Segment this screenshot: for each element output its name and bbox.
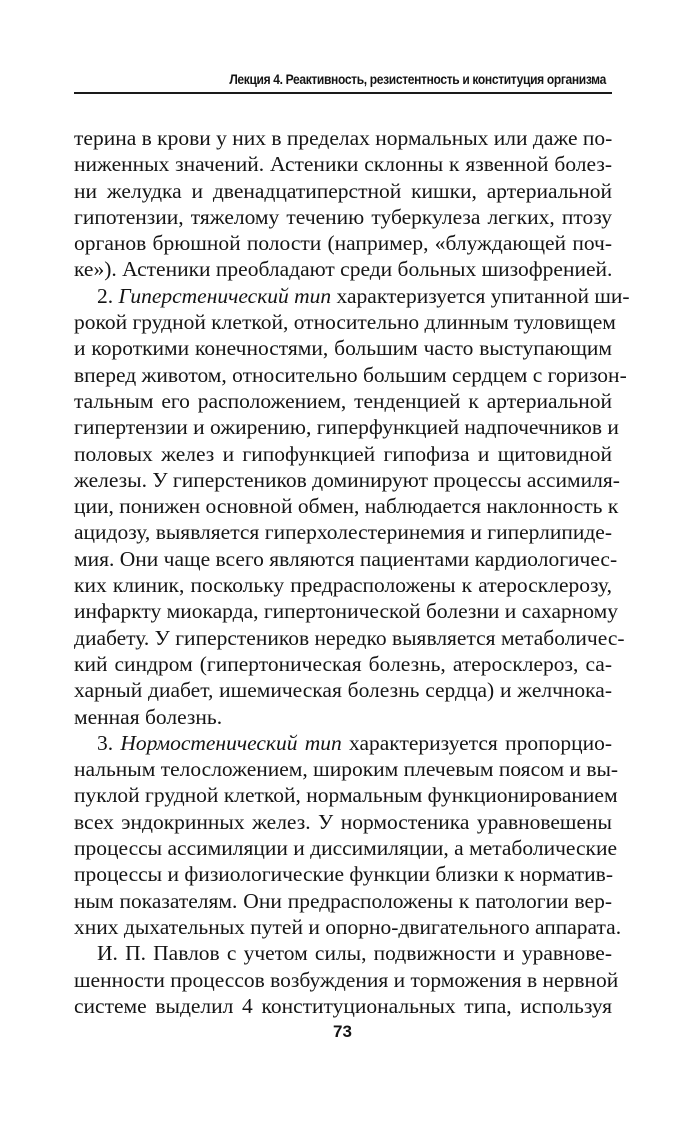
term-normosthenic: Нормостенический тип: [120, 730, 342, 755]
text-line: диабету. У гиперстеников нередко выявляется метаболичес-: [74, 625, 625, 650]
text-line: половых желез и гипофункцией гипофиза и щитовидной: [74, 441, 612, 466]
text-line: шенности процессов возбуждения и торможения в нервной: [74, 967, 619, 992]
text-line: рокой грудной клеткой, относительно длинным туловищем: [74, 310, 616, 335]
text-line: менная болезнь.: [74, 704, 223, 729]
text-line: кий синдром (гипертоническая болезнь, атеросклероз, са-: [74, 651, 612, 676]
text-line: ниженных значений. Астеники склонны к язвенной болез-: [74, 152, 612, 177]
text-line: [74, 940, 612, 966]
running-header-title: Лекция 4. Реактивность, резистентность и конституция организма: [229, 71, 606, 87]
text-line: системе выделил 4 конституциональных типа, используя: [74, 993, 612, 1018]
text-line: инфаркту миокарда, гипертонической болезни и сахарному: [74, 599, 618, 624]
text-line: ции, понижен основной обмен, наблюдается наклонность к: [74, 494, 619, 519]
text-line: гипотензии, тяжелому течению туберкулеза легких, птозу: [74, 204, 612, 229]
paragraph-pavlov: [74, 940, 619, 1019]
text-line: нальным телосложением, широким плечевым поясом и вы-: [74, 757, 619, 782]
text-line: хних дыхательных путей и опорно-двигательного аппарата.: [74, 914, 622, 939]
text-line: харный диабет, ишемическая болезнь сердца) и желчнока-: [74, 678, 612, 703]
text-line: и короткими конечностями, большим часто выступающим: [74, 336, 612, 361]
text-line: терина в крови у них в пределах нормальных или даже по-: [74, 126, 613, 150]
text-line: всех эндокринных желез. У нормостеника уравновешены: [74, 809, 612, 834]
term-hypersthenic: Гиперстенический тип: [118, 283, 332, 308]
text-fragment: характеризуется упитанной ши-: [331, 283, 630, 308]
text-fragment: И. П. Павлов с учетом силы, подвижности и уравнове-: [97, 941, 612, 966]
text-line: [74, 730, 612, 756]
paragraph-hypersthenic: [74, 283, 630, 730]
list-number: 3.: [97, 730, 114, 755]
running-header: [74, 70, 612, 94]
text-line: тальным его расположением, тенденцией к артериальной: [74, 388, 612, 413]
paragraph-1: [74, 125, 612, 283]
list-number: 2.: [97, 283, 114, 308]
text-line: процессы и физиологические функции близки к норматив-: [74, 862, 613, 887]
text-fragment: характеризуется пропорцио-: [341, 730, 612, 755]
text-line: органов брюшной полости (например, «блуждающей поч-: [74, 231, 612, 256]
text-line: пуклой грудной клеткой, нормальным функционированием: [74, 783, 618, 808]
paragraph-normosthenic: [74, 730, 622, 940]
text-line: процессы ассимиляции и диссимиляции, а метаболические: [74, 836, 618, 861]
text-line: ни желудка и двенадцатиперстной кишки, артериальной: [74, 178, 612, 203]
text-line: ацидозу, выявляется гиперхолестеринемия и гиперлипиде-: [74, 520, 612, 545]
text-line: гипертензии и ожирению, гиперфункцией надпочечников и: [74, 415, 619, 440]
text-line: ких клиник, поскольку предрасположены к атеросклерозу,: [74, 573, 612, 598]
page-number: 73: [333, 1022, 352, 1041]
text-line: мия. Они чаще всего являются пациентами кардиологичес-: [74, 546, 618, 571]
text-line: вперед животом, относительно большим сердцем с горизон-: [74, 362, 627, 387]
text-line: ным показателям. Они предрасположены к патологии вер-: [74, 888, 612, 913]
text-line: железы. У гиперстеников доминируют процессы ассимиля-: [74, 467, 620, 492]
body-text: [74, 125, 630, 1019]
text-line: [74, 283, 630, 309]
text-line: ке»). Астеники преобладают среди больных шизофренией.: [74, 257, 613, 282]
